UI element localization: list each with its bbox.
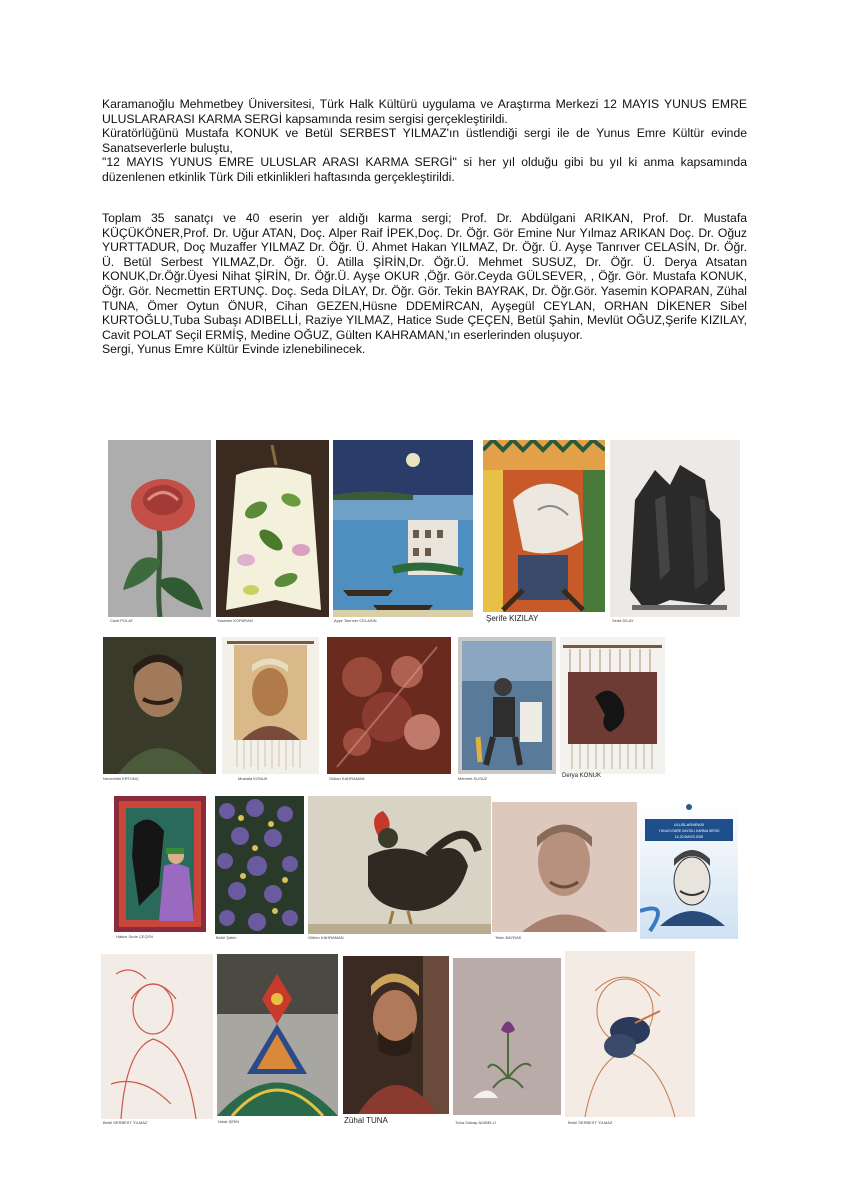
- participants-paragraph: [102, 211, 747, 357]
- artwork-tapestry: [560, 637, 665, 774]
- artwork-sepia-portrait: [492, 802, 637, 932]
- poster-dates: 14-20 MAYIS 2025: [674, 835, 704, 839]
- artwork-horse-woman: [114, 796, 206, 932]
- caption: Tekin BAYRAK: [495, 935, 522, 940]
- intro-line-1: Karamanoğlu Mehmetbey Üniversitesi, Türk Halk Kültürü uygulama ve Araştırma Merkezi 12 MAYIS YUNUS EMRE ULUSLARARASI KARMA SERGİ kapsamında resim sergisi gerçekleştirildi.: [102, 97, 747, 126]
- intro-line-3: "12 MAYIS YUNUS EMRE ULUSLAR ARASI KARMA SERGİ" si her yıl olduğu gibi bu yıl ki anma kapsamında düzenlenen etkinlik Türk Dili etkinlikleri haftasında gerçekleştirildi.: [102, 155, 747, 184]
- caption: Yasemin KOPARAN: [217, 618, 253, 623]
- caption: Mustafa KONUK: [238, 776, 268, 781]
- artwork-exhibition-poster: [640, 801, 738, 939]
- caption: Cavit POLAT: [110, 618, 134, 623]
- artwork-weaving-portrait: [222, 637, 319, 774]
- artwork-blue-figure: [458, 637, 556, 774]
- artwork-kilim-horse: [483, 440, 605, 612]
- caption: Betül SERBEST YILMAZ: [568, 1120, 613, 1125]
- artwork-line-drawing: [101, 954, 213, 1119]
- caption: Seda DİLAY: [612, 618, 634, 623]
- caption: Necmettin ERTUNÇ: [103, 776, 139, 781]
- caption: Hatice Sude ÇEÇEN: [116, 934, 153, 939]
- poster-title-2: YUNUS EMRE SAYGILI KARMA SERGİ: [658, 829, 720, 833]
- artwork-yunus-emre-portrait: [343, 956, 449, 1114]
- caption: Şerife KIZILAY: [486, 614, 539, 623]
- artwork-rose-painting: [108, 440, 211, 617]
- caption: Mehmet SUSUZ: [458, 776, 488, 781]
- participants-text: Toplam 35 sanatçı ve 40 eserin yer aldığı karma sergi; Prof. Dr. Abdülgani ARIKAN, Prof. Dr. Mustafa KÜÇÜKÖNER,Prof. Dr. Uğur ATAN, Doç. Alper Raif İPEK,Doç. Dr. Öğr. Gör Emine Nur Yılmaz ARIKAN Doç. Dr. Oğuz YURTTADUR, Doç Muzaffer YILMAZ Dr. Öğr. Ü. Ahmet Hakan YILMAZ, Dr. Öğr. Ü. Ayşe Tanrıver CELASİN, Dr. Öğr. Ü. Betül Serbest YILMAZ,Dr. Öğr. Ü. Atilla ŞİRİN,Dr. Öğr.Ü. Mehmet SUSUZ, Dr. Öğr. Ü. Derya Atsatan KONUK,Dr.Öğr.Üyesi Nihat ŞİRİN, Dr. Öğr.Ü. Ayşe OKUR ,Öğr. Gör.Ceyda GÜLSEVER, , Öğr. Gör. Mustafa KONUK, Öğr. Gör. Necmettin ERTUNÇ. Doç. Seda DİLAY, Dr. Öğr. Gör. Tekin BAYRAK, Dr. Öğr.Gör. Yasemin KOPARAN, Zühal TUNA, Ömer Oytun ÖNUR, Cihan GEZEN,Hüsne DDEMİRCAN, Ayşegül CEYLAN, ORHAN DİKENER Sibel KURTOĞLU,Tuba Subaşı ADIBELLİ, Raziye YILMAZ, Hatice Sude ÇEÇEN, Betül Şahin, Mevlüt OĞUZ,Şerife KIZILAY, Cavit POLAT Seçil ERMİŞ, Medine OĞUZ, Gülten KAHRAMAN,'ın eserlerinden oluşuyor.: [102, 211, 747, 342]
- artwork-man-portrait: [103, 637, 216, 774]
- caption: Tuba Subaşı ADIBELLİ: [455, 1120, 496, 1125]
- artwork-abstract-red: [327, 637, 451, 774]
- intro-line-2: Küratörlüğünü Mustafa KONUK ve Betül SERBEST YILMAZ'ın üstlendiği sergi ile de Yunus Emre Kültür evinde Sanatseverlerle buluştu,: [102, 126, 747, 155]
- artwork-tulip: [453, 958, 561, 1115]
- poster-title-1: ULUSLARARASI: [673, 822, 705, 827]
- artwork-pattern-purple: [215, 796, 304, 934]
- artwork-ornament: [217, 954, 338, 1116]
- caption: Betül SERBEST YILMAZ: [103, 1120, 148, 1125]
- artwork-felt-shawl: [216, 440, 329, 617]
- artwork-rooster: [308, 796, 491, 934]
- artwork-child-drawing: [565, 951, 695, 1117]
- caption: Zühal TUNA: [344, 1116, 388, 1125]
- caption: Nihat ŞİRİN: [218, 1119, 240, 1124]
- caption: Gülten KAHRAMAN: [308, 935, 344, 940]
- caption: Ayşe Tanrıver CELASİN: [334, 618, 377, 623]
- intro-paragraph: [102, 97, 747, 185]
- caption: Betül Şahin: [216, 935, 237, 940]
- caption: Gülten KAHRAMAN: [329, 776, 365, 781]
- closing-line: Sergi, Yunus Emre Kültür Evinde izlenebilinecek.: [102, 342, 366, 357]
- caption: Derya KONUK: [562, 773, 602, 779]
- artwork-bosphorus-painting: [333, 440, 473, 617]
- artwork-stone-sculpture: [610, 440, 740, 617]
